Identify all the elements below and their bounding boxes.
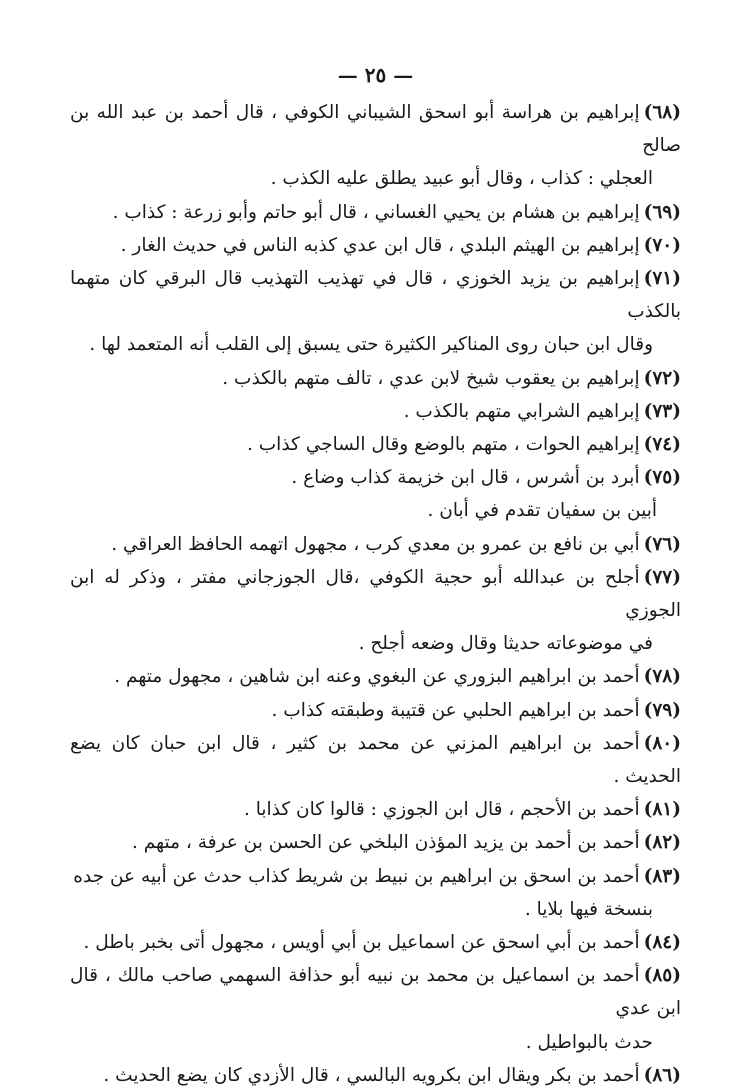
entry-number: (٧١) (643, 268, 681, 290)
entry-text: أحمد بن أبي اسحق عن اسماعيل بن أبي أويس ، مجهول أتى بخبر باطل . (83, 932, 640, 954)
entry (70, 660, 681, 693)
entry-text: أبي بن نافع بن عمرو بن معدي كرب ، مجهول اتهمه الحافظ العراقي . (111, 533, 640, 555)
entry (70, 860, 681, 926)
entry-number: (٧٠) (643, 234, 681, 256)
entry (70, 694, 681, 727)
entry-number: (٧٧) (643, 566, 681, 588)
entry-text: أحمد بن أحمد بن يزيد المؤذن البلخي عن الحسن بن عرفة ، متهم . (131, 832, 640, 854)
page-number: — ٢٥ — (337, 63, 414, 87)
entry-number: (٧٤) (643, 434, 681, 456)
entry (70, 428, 681, 461)
entry-number: (٨٣) (643, 865, 681, 887)
entry-number: (٨٠) (643, 732, 681, 754)
entry (70, 561, 681, 661)
entry (70, 793, 681, 826)
entry-number: (٦٩) (643, 201, 681, 223)
entry-text: إبراهيم بن يعقوب شيخ لابن عدي ، تالف متهم بالكذب . (222, 367, 640, 389)
entry (70, 262, 681, 362)
entry (70, 959, 681, 1059)
entry-text: أحمد بن بكر ويقال ابن بكرويه البالسي ، قال الأزدي كان يضع الحديث . (103, 1064, 640, 1086)
entry-text: إبراهيم الشرابي متهم بالكذب . (403, 400, 640, 422)
entry-number: (٧٩) (643, 699, 681, 721)
entry-number: (٨٦) (643, 1064, 681, 1086)
entry-text: أحمد بن ابراهيم المزني عن محمد بن كثير ، قال ابن حبان كان يضع الحديث . (70, 732, 681, 788)
entry-text: إبراهيم بن يزيد الخوزي ، قال في تهذيب التهذيب قال البرقي كان متهما بالكذب (70, 268, 681, 323)
entry-number: (٨١) (643, 799, 681, 821)
entry-text: أحمد بن ابراهيم الحلبي عن قتيبة وطبقته كذاب . (271, 699, 640, 721)
entry-number: (٧٦) (643, 533, 681, 555)
entry-number: (٨٢) (643, 832, 681, 854)
entry (70, 461, 681, 494)
entry-number: (٧٢) (643, 367, 681, 389)
entry-number: (٨٤) (643, 932, 681, 954)
entry-number: (٧٨) (643, 666, 681, 688)
entry-number: (٧٣) (643, 400, 681, 422)
entry (70, 826, 681, 859)
entry (70, 229, 681, 262)
entry-text: أجلح بن عبدالله أبو حجية الكوفي ،قال الجوزجاني مفتر ، وذكر له ابن الجوزي (70, 566, 681, 622)
entry-continuation: حدث بالبواطيل . (525, 1031, 653, 1053)
entry-number: (٦٨) (643, 102, 681, 123)
entry-number: (٧٥) (643, 467, 681, 489)
entry (70, 196, 681, 229)
entry-text: إبراهيم بن هشام بن يحيي الغساني ، قال أبو حاتم وأبو زرعة : كذاب . (112, 201, 640, 223)
entry-continuation: في موضوعاته حديثا وقال وضعه أجلح . (358, 633, 653, 655)
entry-continuation: بنسخة فيها بلايا . (524, 898, 653, 920)
entry-list (70, 96, 681, 1092)
entry (70, 395, 681, 428)
entry-text: أحمد بن اسماعيل بن محمد بن نبيه أبو حذافة السهمي صاحب مالك ، قال ابن عدي (70, 965, 681, 1020)
entry (70, 926, 681, 959)
entry-continuation: العجلي : كذاب ، وقال أبو عبيد يطلق عليه الكذب . (270, 168, 653, 190)
entry-continuation: وقال ابن حبان روى المناكير الكثيرة حتى يسبق إلى القلب أنه المتعمد لها . (89, 334, 653, 356)
entry-text: إبراهيم بن هراسة أبو اسحق الشيباني الكوفي ، قال أحمد بن عبد الله بن صالح (70, 102, 681, 157)
entry-text: إبراهيم بن الهيثم البلدي ، قال ابن عدي كذبه الناس في حديث الغار . (120, 234, 640, 256)
entry-text: إبراهيم الحوات ، متهم بالوضع وقال الساجي كذاب . (247, 434, 640, 456)
entry (70, 528, 681, 561)
entry-text: أبين بن سفيان تقدم في أبان . (427, 500, 657, 522)
entry-number: (٨٥) (643, 965, 681, 987)
entry (70, 1059, 681, 1092)
entry-text: أحمد بن اسحق بن ابراهيم بن نبيط بن شريط كذاب حدث عن أبيه عن جده (73, 865, 640, 887)
entry (70, 96, 681, 196)
entry (70, 362, 681, 395)
entry-text: أبرد بن أشرس ، قال ابن خزيمة كذاب وضاع . (291, 467, 640, 489)
entry-text: أحمد بن ابراهيم البزوري عن البغوي وعنه ابن شاهين ، مجهول متهم . (114, 666, 640, 688)
entry-text: أحمد بن الأحجم ، قال ابن الجوزي : قالوا كان كذابا . (243, 799, 640, 821)
entry (70, 494, 681, 527)
entry (70, 727, 681, 793)
